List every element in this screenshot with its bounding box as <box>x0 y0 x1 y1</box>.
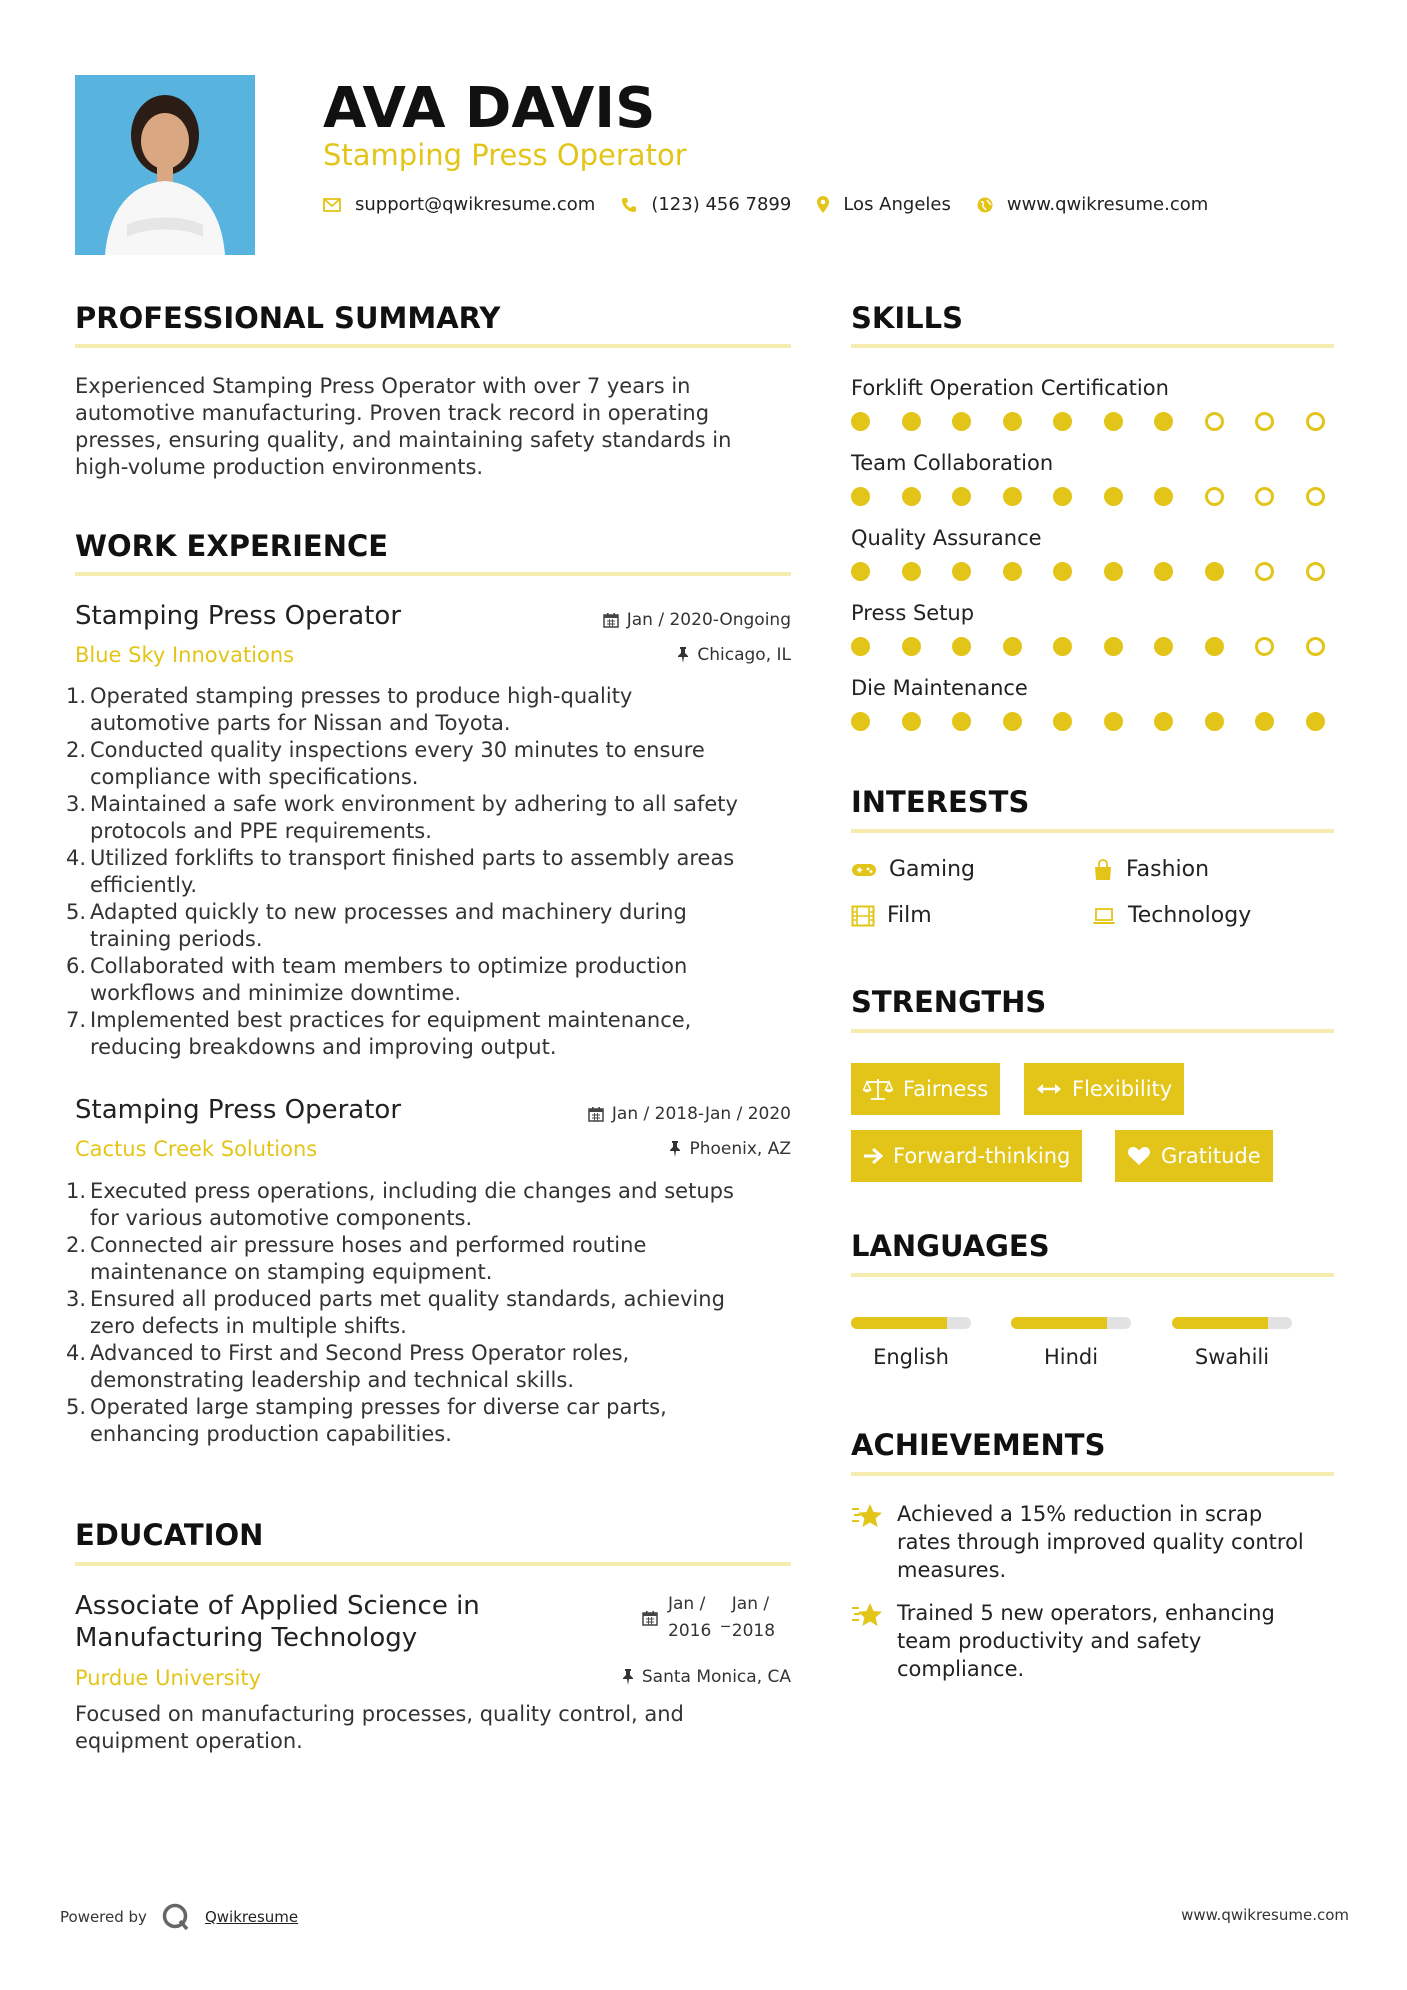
rating-dot-filled <box>851 562 870 581</box>
job-1-dates-text: Jan / 2020-Ongoing <box>626 610 791 630</box>
email-text: support@qwikresume.com <box>355 194 596 215</box>
list-item: 6. Collaborated with team members to optimize production workflows and minimize downtime. <box>66 954 688 1005</box>
rating-dot-filled <box>952 412 971 431</box>
rating-dot-filled <box>902 637 921 656</box>
achievement-item <box>851 1599 1341 1683</box>
rating-dot-filled <box>1053 487 1072 506</box>
rating-dot-filled <box>1053 562 1072 581</box>
rating-dot-filled <box>1205 712 1224 731</box>
language-level-bar <box>1172 1317 1292 1329</box>
map-marker-icon <box>817 196 829 213</box>
skills-list <box>851 375 1325 750</box>
rating-dot-empty <box>1306 637 1325 656</box>
strength-flexibility <box>1024 1063 1184 1115</box>
rating-dot-filled <box>1003 487 1022 506</box>
job-2-dates-text: Jan / 2018-Jan / 2020 <box>611 1104 791 1124</box>
job-2-company: Cactus Creek Solutions <box>75 1137 318 1161</box>
contact-location <box>817 194 951 215</box>
job-1-duties <box>66 683 796 1061</box>
strength-label: Fairness <box>903 1077 989 1101</box>
contact-phone[interactable] <box>621 194 791 215</box>
language-swahili <box>1172 1317 1292 1369</box>
language-level-fill <box>851 1317 947 1329</box>
language-level-bar <box>1011 1317 1131 1329</box>
rating-dot-filled <box>1003 412 1022 431</box>
strength-label: Flexibility <box>1072 1077 1173 1101</box>
laptop-icon <box>1092 907 1116 925</box>
rating-dot-filled <box>902 412 921 431</box>
pushpin-icon <box>677 647 689 663</box>
strength-label: Gratitude <box>1161 1144 1261 1168</box>
strength-forward-thinking <box>851 1130 1082 1182</box>
skill-row <box>851 375 1325 450</box>
interests-divider <box>851 829 1334 833</box>
qwikresume-logo-icon <box>161 1902 191 1932</box>
contact-email[interactable] <box>323 194 595 215</box>
rating-dot-filled <box>952 562 971 581</box>
rating-dot-empty <box>1306 487 1325 506</box>
candidate-name: AVA DAVIS <box>323 76 656 141</box>
strengths-heading: STRENGTHS <box>851 985 1047 1019</box>
contact-bar <box>323 194 1234 215</box>
rating-dot-empty <box>1255 562 1274 581</box>
rating-dot-filled <box>1306 712 1325 731</box>
job-1-location <box>677 643 791 667</box>
rating-dot-filled <box>1154 487 1173 506</box>
degree-line: Manufacturing Technology <box>75 1623 418 1653</box>
list-item: 2. Conducted quality inspections every 30 minutes to ensure compliance with specifications. <box>66 738 705 789</box>
skill-row <box>851 525 1325 600</box>
list-item: 3. Maintained a safe work environment by adhering to all safety protocols and PPE requirements. <box>66 792 738 843</box>
languages-heading: LANGUAGES <box>851 1229 1050 1263</box>
education-start: Jan / 2016 <box>668 1594 712 1641</box>
education-dates <box>642 1591 775 1645</box>
strength-gratitude <box>1115 1130 1273 1182</box>
rating-dot-filled <box>952 712 971 731</box>
rating-dot-filled <box>1154 562 1173 581</box>
language-name: English <box>873 1345 949 1369</box>
achievement-text: Trained 5 new operators, enhancing team productivity and safety compliance. <box>897 1601 1275 1681</box>
skill-rating <box>851 412 1325 431</box>
list-item: 7. Implemented best practices for equipment maintenance, reducing breakdowns and improving output. <box>66 1008 692 1059</box>
education-date-dash: _ <box>721 1607 730 1628</box>
skills-divider <box>851 344 1334 348</box>
rating-dot-filled <box>952 637 971 656</box>
summary-line: Experienced Stamping Press Operator with over 7 years in <box>75 374 691 398</box>
skill-rating <box>851 487 1325 506</box>
rating-dot-empty <box>1255 637 1274 656</box>
envelope-icon <box>323 198 341 212</box>
interest-label: Technology <box>1128 903 1252 928</box>
strength-fairness <box>851 1063 1000 1115</box>
job-2-location <box>669 1137 791 1161</box>
location-text: Los Angeles <box>843 194 951 215</box>
rating-dot-filled <box>1104 487 1123 506</box>
rating-dot-filled <box>1053 712 1072 731</box>
skill-rating <box>851 562 1325 581</box>
heart-icon <box>1127 1146 1151 1166</box>
achievements-divider <box>851 1472 1334 1476</box>
language-hindi <box>1011 1317 1131 1369</box>
rating-dot-empty <box>1205 412 1224 431</box>
rating-dot-filled <box>1003 562 1022 581</box>
experience-divider <box>75 572 791 576</box>
language-level-fill <box>1172 1317 1268 1329</box>
rating-dot-filled <box>1255 712 1274 731</box>
language-name: Hindi <box>1043 1345 1099 1369</box>
language-level-fill <box>1011 1317 1107 1329</box>
skill-name: Press Setup <box>851 601 975 625</box>
skill-rating <box>851 637 1325 656</box>
job-2-title: Stamping Press Operator <box>75 1095 402 1125</box>
list-item: 5. Operated large stamping presses for diverse car parts, enhancing production capabilities. <box>66 1395 667 1446</box>
degree-line: Associate of Applied Science in <box>75 1591 480 1621</box>
rating-dot-filled <box>1053 412 1072 431</box>
skill-row <box>851 600 1325 675</box>
pushpin-icon <box>669 1141 681 1157</box>
summary-heading: PROFESSIONAL SUMMARY <box>75 301 501 335</box>
list-item: 1. Executed press operations, including die changes and setups for various automotive components. <box>66 1179 734 1230</box>
globe-icon <box>977 197 993 213</box>
rating-dot-filled <box>851 637 870 656</box>
skill-rating <box>851 712 1325 731</box>
interests-heading: INTERESTS <box>851 785 1030 819</box>
footer-powered-by <box>60 1902 298 1932</box>
rating-dot-filled <box>1205 637 1224 656</box>
calendar-icon <box>588 1106 604 1122</box>
rating-dot-filled <box>1104 412 1123 431</box>
summary-line: automotive manufacturing. Proven track record in operating <box>75 401 710 425</box>
skill-name: Forklift Operation Certification <box>851 376 1169 400</box>
website-text: www.qwikresume.com <box>1006 194 1209 215</box>
star-icon <box>851 1601 885 1629</box>
language-level-bar <box>851 1317 971 1329</box>
job-2-duties <box>66 1178 796 1448</box>
phone-icon <box>621 197 637 213</box>
rating-dot-empty <box>1306 412 1325 431</box>
achievement-item <box>851 1500 1341 1584</box>
rating-dot-filled <box>1104 712 1123 731</box>
education-divider <box>75 1562 791 1566</box>
rating-dot-filled <box>1154 637 1173 656</box>
rating-dot-empty <box>1255 487 1274 506</box>
education-end: Jan / 2018 <box>731 1594 776 1641</box>
balance-scale-icon <box>863 1077 893 1101</box>
languages-divider <box>851 1273 1334 1277</box>
rating-dot-empty <box>1205 487 1224 506</box>
calendar-icon <box>603 612 619 628</box>
rating-dot-empty <box>1306 562 1325 581</box>
interest-gaming <box>851 855 975 885</box>
arrows-horizontal-icon <box>1036 1082 1062 1096</box>
rating-dot-filled <box>1154 712 1173 731</box>
experience-heading: WORK EXPERIENCE <box>75 529 389 563</box>
rating-dot-filled <box>1003 712 1022 731</box>
phone-text: (123) 456 7899 <box>651 194 792 215</box>
interest-fashion <box>1092 855 1209 885</box>
rating-dot-filled <box>952 487 971 506</box>
interest-label: Film <box>887 903 932 928</box>
job-2-dates <box>588 1102 791 1126</box>
person-portrait-icon <box>75 75 255 255</box>
skill-row <box>851 675 1325 750</box>
job-1-title: Stamping Press Operator <box>75 601 402 631</box>
education-location-text: Santa Monica, CA <box>641 1667 791 1687</box>
film-icon <box>851 905 875 927</box>
list-item: 4. Advanced to First and Second Press Operator roles, demonstrating leadership and technical skills. <box>66 1341 630 1392</box>
rating-dot-filled <box>851 712 870 731</box>
arrow-right-icon <box>863 1147 883 1165</box>
calendar-icon <box>642 1610 658 1626</box>
summary-line: high-volume production environments. <box>75 455 484 479</box>
summary-divider <box>75 344 791 348</box>
brand-link[interactable]: Qwikresume <box>204 1908 299 1926</box>
interest-technology <box>1092 901 1251 931</box>
rating-dot-filled <box>1003 637 1022 656</box>
achievement-text: Achieved a 15% reduction in scrap rates through improved quality control measures. <box>897 1502 1304 1582</box>
list-item: 5. Adapted quickly to new processes and machinery during training periods. <box>66 900 687 951</box>
list-item: 4. Utilized forklifts to transport finished parts to assembly areas efficiently. <box>66 846 735 897</box>
rating-dot-empty <box>1255 412 1274 431</box>
rating-dot-filled <box>902 562 921 581</box>
strengths-divider <box>851 1029 1334 1033</box>
list-item: 3. Ensured all produced parts met quality standards, achieving zero defects in multiple shifts. <box>66 1287 725 1338</box>
interest-film <box>851 901 932 931</box>
rating-dot-filled <box>1053 637 1072 656</box>
rating-dot-filled <box>902 712 921 731</box>
degree-title <box>75 1590 575 1654</box>
education-location <box>622 1665 791 1689</box>
shopping-bag-icon <box>1092 859 1114 881</box>
education-heading: EDUCATION <box>75 1518 264 1552</box>
job-2-location-text: Phoenix, AZ <box>689 1139 791 1159</box>
rating-dot-filled <box>851 487 870 506</box>
interest-label: Fashion <box>1126 857 1210 882</box>
rating-dot-filled <box>902 487 921 506</box>
skill-row <box>851 450 1325 525</box>
powered-by-label: Powered by <box>60 1908 147 1926</box>
summary-line: presses, ensuring quality, and maintaining safety standards in <box>75 428 732 452</box>
education-description: Focused on manufacturing processes, quality control, and equipment operation. <box>75 1702 684 1753</box>
strength-label: Forward-thinking <box>893 1144 1071 1168</box>
footer-website[interactable]: www.qwikresume.com <box>1181 1906 1349 1924</box>
skill-name: Die Maintenance <box>851 676 1028 700</box>
list-item: 1. Operated stamping presses to produce high-quality automotive parts for Nissan and Toyota. <box>66 684 633 735</box>
contact-website[interactable] <box>977 194 1208 215</box>
job-1-dates <box>603 608 791 632</box>
star-icon <box>851 1502 885 1530</box>
pushpin-icon <box>622 1669 634 1685</box>
job-title-header: Stamping Press Operator <box>323 138 687 172</box>
interest-label: Gaming <box>889 857 975 882</box>
skill-name: Quality Assurance <box>851 526 1042 550</box>
achievements-heading: ACHIEVEMENTS <box>851 1428 1106 1462</box>
profile-photo <box>75 75 255 255</box>
rating-dot-filled <box>1104 562 1123 581</box>
school-name: Purdue University <box>75 1666 262 1690</box>
rating-dot-filled <box>1154 412 1173 431</box>
rating-dot-filled <box>1104 637 1123 656</box>
language-english <box>851 1317 971 1369</box>
job-1-company: Blue Sky Innovations <box>75 643 295 667</box>
rating-dot-filled <box>1205 562 1224 581</box>
skills-heading: SKILLS <box>851 301 963 335</box>
job-1-location-text: Chicago, IL <box>697 645 791 665</box>
list-item: 2. Connected air pressure hoses and performed routine maintenance on stamping equipment. <box>66 1233 647 1284</box>
rating-dot-filled <box>851 412 870 431</box>
skill-name: Team Collaboration <box>851 451 1054 475</box>
language-name: Swahili <box>1194 1345 1270 1369</box>
gamepad-icon <box>851 862 877 878</box>
summary-text <box>75 373 791 481</box>
